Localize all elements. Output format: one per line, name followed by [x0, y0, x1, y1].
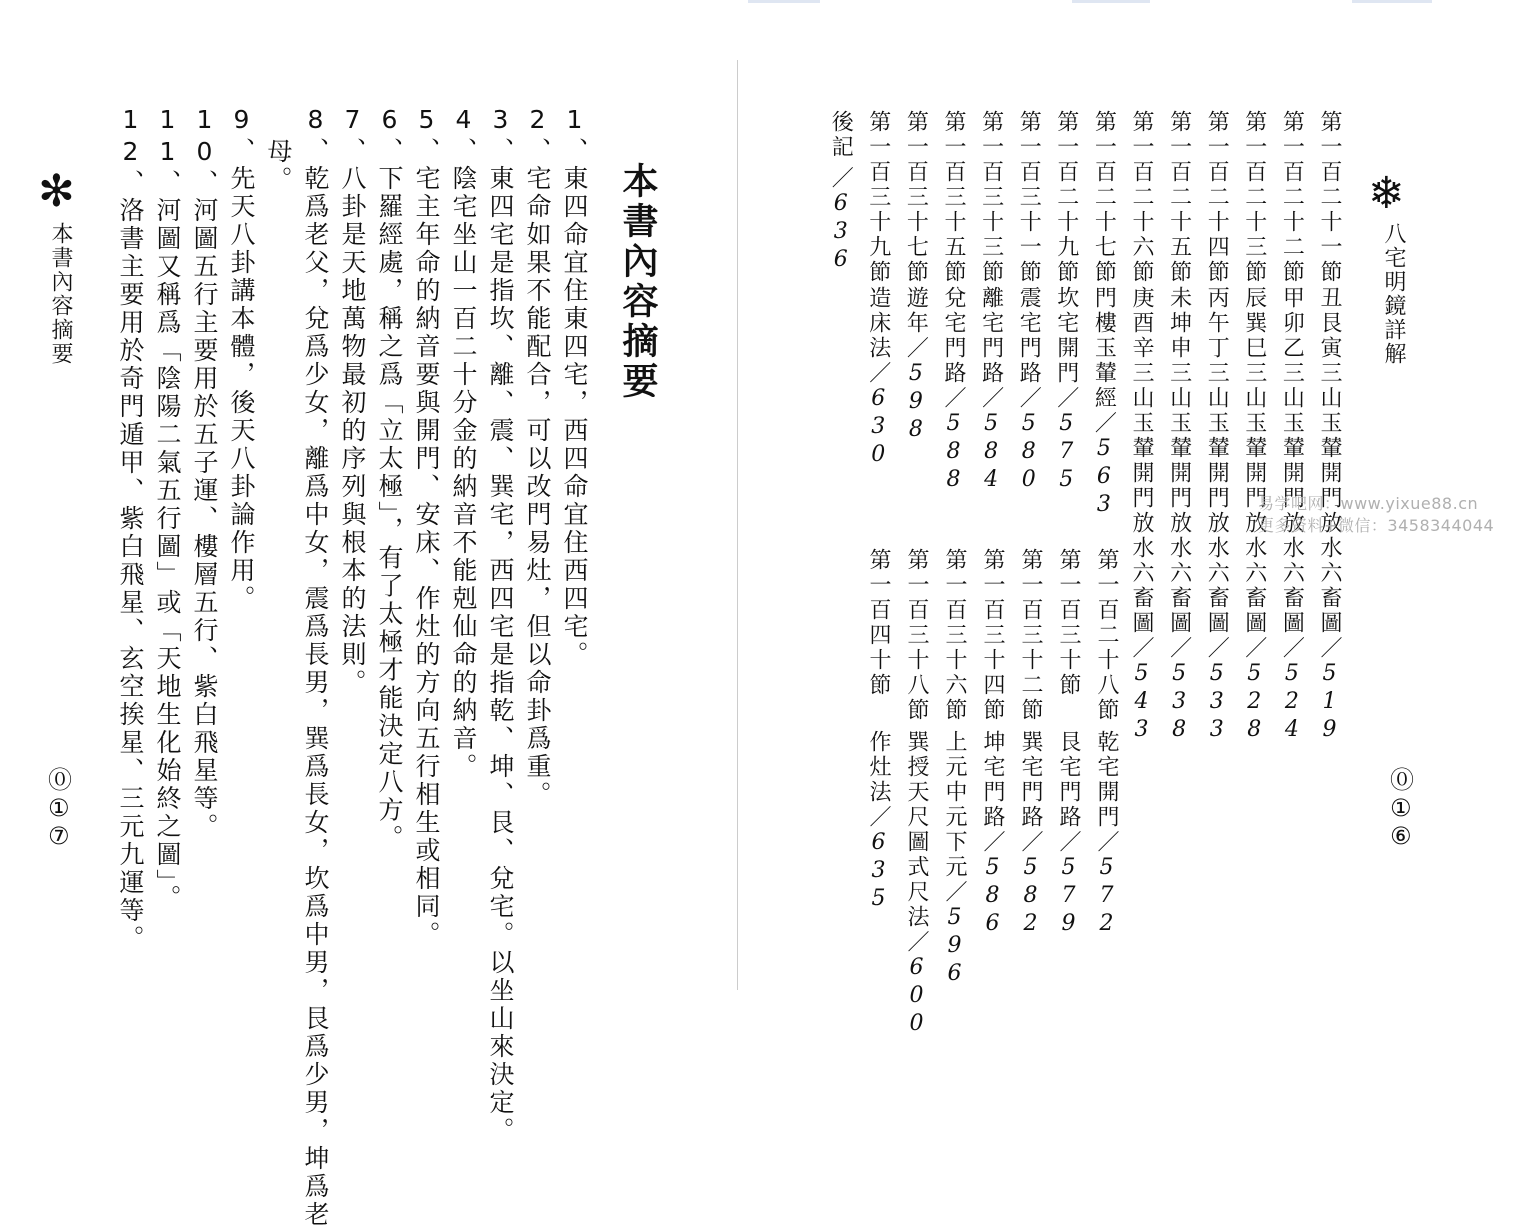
toc-separator: ／ — [1279, 636, 1305, 661]
summary-item-12: 12、洛書主要用於奇門遁甲、紫白飛星、玄空挨星、三元九運等。 — [116, 105, 145, 953]
toc-entry-title — [1204, 286, 1230, 745]
summary-item-8: 8、乾爲老父，兌爲少女，離爲中女，震爲長男，巽爲長女，坎爲中男，艮爲少男，坤爲老 — [301, 105, 330, 1229]
toc-page-number: 538 — [1166, 661, 1192, 745]
toc-title-text: 造床法 — [865, 286, 891, 361]
flower-ornament-icon: ✻ — [38, 166, 75, 217]
toc-title-text: 坎宅開門 — [1053, 286, 1079, 386]
toc-separator: ／ — [1091, 411, 1117, 436]
toc-title-text: 甲卯乙三山玉輦開門放水六畜圖 — [1279, 286, 1305, 636]
toc-entry-title — [905, 730, 927, 1039]
scan-mark — [1072, 0, 1150, 3]
toc-section-label: 第一百二十三節 — [1241, 110, 1267, 285]
running-head-left: 本書內容摘要 — [48, 222, 73, 366]
toc-page-number: 524 — [1279, 661, 1305, 745]
toc-section-label: 第一百二十四節 — [1204, 110, 1230, 285]
toc-separator: ／ — [1016, 386, 1042, 411]
toc-section-label: 第一百三十節 — [1056, 548, 1081, 698]
toc-separator: ／ — [1317, 636, 1342, 661]
toc-separator: ／ — [941, 386, 966, 411]
toc-entry-title — [867, 286, 889, 470]
watermark — [1258, 493, 1494, 537]
toc-title-text: 遊年 — [903, 286, 929, 336]
toc-entry-title — [1091, 286, 1117, 520]
toc-page-number: 519 — [1317, 661, 1342, 745]
toc-page-number: 635 — [866, 830, 891, 914]
toc-title-text: 巽宅門路 — [1018, 730, 1043, 830]
toc-title-text: 庚酉辛三山玉輦開門放水六畜圖 — [1129, 286, 1154, 636]
toc-page-number: 575 — [1053, 411, 1079, 495]
toc-separator: ／ — [1129, 636, 1154, 661]
watermark-line-1: 易学吧网：www.yixue88.cn — [1258, 494, 1479, 513]
toc-title-text: 兌宅門路 — [941, 286, 966, 386]
toc-entry-title — [1057, 730, 1079, 939]
toc-title-text: 艮宅門路 — [1056, 730, 1081, 830]
toc-section-label: 第一百三十三節 — [978, 110, 1004, 285]
summary-item-9: 9、先天八卦講本體，後天八卦論作用。 — [227, 105, 256, 613]
toc-section-label: 第一百三十四節 — [980, 548, 1005, 723]
toc-section-label: 第一百二十六節 — [1129, 110, 1154, 285]
toc-entry-title — [1055, 286, 1077, 495]
toc-page-number: 630 — [865, 386, 891, 470]
toc-title-text: 巽授天尺圖式尺法 — [904, 730, 929, 930]
toc-title-text: 作灶法 — [866, 730, 891, 805]
toc-separator: ／ — [866, 805, 891, 830]
toc-entry-title — [867, 730, 889, 914]
toc-entry-title — [1019, 730, 1041, 939]
toc-separator: ／ — [942, 880, 967, 905]
folio-digit: ⓪ — [48, 766, 72, 794]
toc-entry-title — [943, 730, 965, 989]
toc-separator: ／ — [865, 361, 891, 386]
toc-entry-title — [942, 286, 964, 495]
toc-page-number: 563 — [1091, 436, 1117, 520]
toc-separator: ／ — [978, 386, 1004, 411]
toc-title-text: 辰巽巳三山玉輦開門放水六畜圖 — [1241, 286, 1267, 636]
toc-section-label: 第一百三十一節 — [1016, 110, 1042, 285]
toc-section-label: 第一百二十八節 — [1094, 548, 1119, 723]
toc-title-text: 丙午丁三山玉輦開門放水六畜圖 — [1204, 286, 1230, 636]
toc-entry-title — [981, 730, 1003, 939]
toc-entry-title — [1130, 286, 1152, 745]
toc-section-label: 第一百三十九節 — [865, 110, 891, 285]
toc-section-label: 第一百二十二節 — [1279, 110, 1305, 285]
page-gutter — [737, 60, 738, 990]
summary-item-5: 5、宅主年命的納音要與開門、安床、作灶的方向五行相生或相同。 — [412, 105, 441, 949]
running-head-right: 八宅明鏡詳解 — [1381, 222, 1406, 366]
toc-title-text: 震宅門路 — [1016, 286, 1042, 386]
folio-digit: ⓪ — [1390, 766, 1414, 794]
toc-section-label: 第一百二十一節 — [1317, 110, 1342, 285]
toc-separator: ／ — [828, 166, 854, 191]
toc-section-label: 第一百二十九節 — [1053, 110, 1079, 285]
toc-page-number: 533 — [1204, 661, 1230, 745]
toc-separator: ／ — [1094, 830, 1119, 855]
page-title: 本書內容摘要 — [617, 162, 658, 402]
toc-separator: ／ — [980, 830, 1005, 855]
toc-entry-title — [1095, 730, 1117, 939]
watermark-line-2: 更多资料+微信：3458344044 — [1258, 516, 1495, 535]
toc-page-number: 636 — [828, 191, 854, 275]
toc-page-number: 598 — [903, 361, 929, 445]
summary-item-8-cont: 母。 — [264, 138, 293, 194]
toc-page-number: 580 — [1016, 411, 1042, 495]
toc-separator: ／ — [1241, 636, 1267, 661]
summary-item-11: 11、河圖又稱爲「陰陽二氣五行圖」或「天地生化始終之圖」。 — [153, 105, 182, 913]
toc-entry-title — [828, 166, 854, 275]
toc-section-label: 第一百三十七節 — [903, 110, 929, 285]
toc-section-label: 第一百四十節 — [866, 548, 891, 698]
summary-item-3: 3、東四宅是指坎、離、震、巽宅，西四宅是指乾、坤、艮、兌宅。以坐山來決定。 — [486, 105, 515, 1145]
toc-separator: ／ — [1166, 636, 1192, 661]
toc-section-label: 第一百三十八節 — [904, 548, 929, 723]
folio-digit: ① — [1390, 794, 1412, 822]
toc-page-number: 572 — [1094, 855, 1119, 939]
summary-item-6: 6、下羅經處，稱之爲「立太極」，有了太極才能決定八方。 — [375, 105, 404, 853]
toc-separator: ／ — [1056, 830, 1081, 855]
toc-entry-title — [980, 286, 1002, 495]
toc-section-label: 後記 — [828, 110, 854, 160]
toc-page-number: 543 — [1129, 661, 1154, 745]
toc-section-label: 第一百二十七節 — [1091, 110, 1117, 285]
toc-page-number: 596 — [942, 905, 967, 989]
summary-item-4: 4、陰宅坐山一百二十分金的納音不能剋仙命的納音。 — [449, 105, 478, 781]
toc-title-text: 坤宅門路 — [980, 730, 1005, 830]
summary-item-2: 2、宅命如果不能配合，可以改門易灶，但以命卦爲重。 — [523, 105, 552, 809]
toc-separator: ／ — [1018, 830, 1043, 855]
toc-title-text: 上元中元下元 — [942, 730, 967, 880]
toc-title-text: 乾宅開門 — [1094, 730, 1119, 830]
toc-page-number: 588 — [941, 411, 966, 495]
toc-separator: ／ — [904, 930, 929, 955]
toc-page-number: 582 — [1018, 855, 1043, 939]
toc-page-number: 579 — [1056, 855, 1081, 939]
toc-title-text: 離宅門路 — [978, 286, 1004, 386]
toc-page-number: 528 — [1241, 661, 1267, 745]
snowflake-ornament-icon: ❄ — [1368, 168, 1405, 219]
toc-separator: ／ — [903, 336, 929, 361]
toc-page-number: 600 — [904, 955, 929, 1039]
toc-section-label: 第一百三十五節 — [941, 110, 966, 285]
toc-section-label: 第一百三十二節 — [1018, 548, 1043, 723]
toc-section-label: 第一百二十五節 — [1166, 110, 1192, 285]
folio-digit: ① — [48, 794, 70, 822]
summary-item-1: 1、東四命宜住東四宅，西四命宜住西四宅。 — [560, 105, 589, 669]
toc-entry-title — [1168, 286, 1190, 745]
toc-separator: ／ — [1204, 636, 1230, 661]
folio-digit: ⑦ — [48, 822, 70, 850]
folio-digit: ⑥ — [1390, 822, 1412, 850]
toc-separator: ／ — [1053, 386, 1079, 411]
toc-title-text: 丑艮寅三山玉輦開門放水六畜圖 — [1317, 286, 1342, 636]
toc-entry-title — [1016, 286, 1042, 495]
summary-item-7: 7、八卦是天地萬物最初的序列與根本的法則。 — [338, 105, 367, 697]
summary-item-10: 10、河圖五行主要用於五子運、樓層五行、紫白飛星等。 — [190, 105, 219, 841]
toc-page-number: 586 — [980, 855, 1005, 939]
toc-title-text: 未坤申三山玉輦開門放水六畜圖 — [1166, 286, 1192, 636]
toc-entry-title — [903, 286, 929, 445]
toc-section-label: 第一百三十六節 — [942, 548, 967, 723]
scan-mark — [748, 0, 820, 3]
toc-page-number: 584 — [978, 411, 1004, 495]
toc-title-text: 門樓玉輦經 — [1091, 286, 1117, 411]
scan-mark — [1352, 0, 1432, 3]
